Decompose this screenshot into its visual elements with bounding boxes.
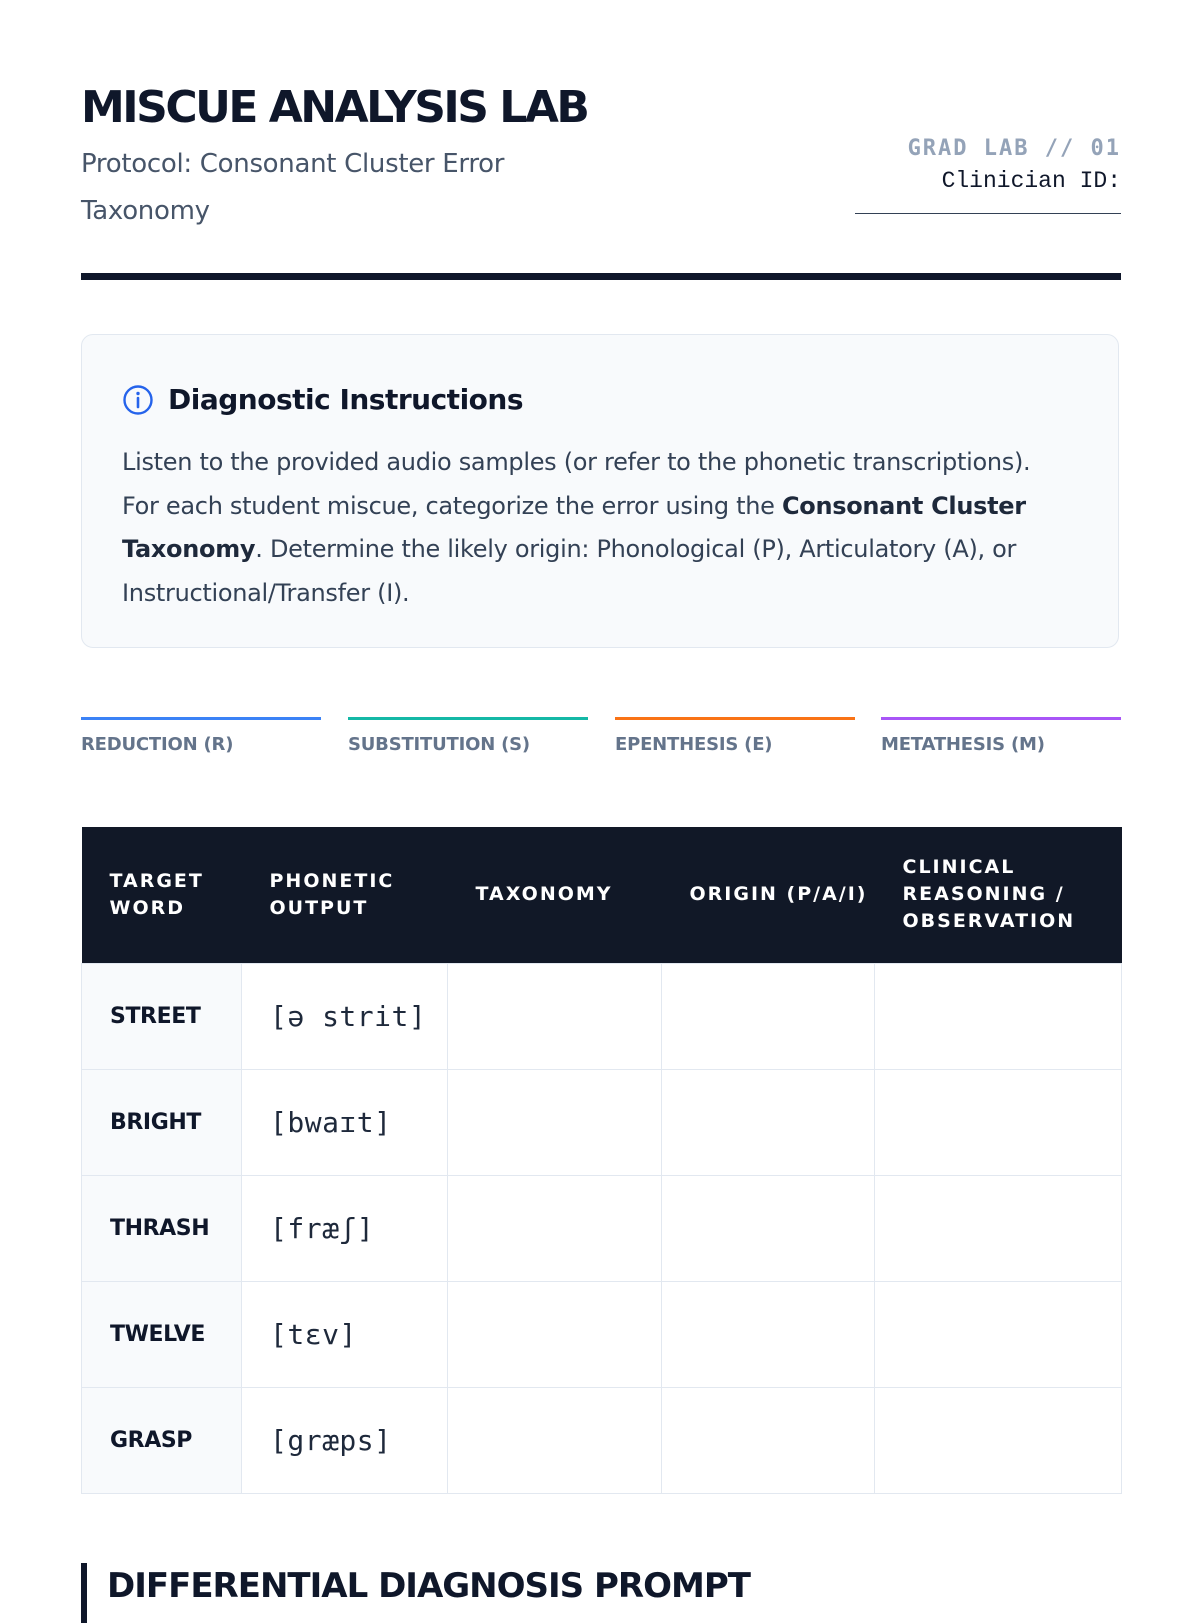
clinician-id-field[interactable] (855, 212, 1121, 214)
miscue-table (81, 827, 1122, 1494)
phonetic-output-cell: [tɛv] (242, 1281, 448, 1387)
legend-label: EPENTHESIS (E) (615, 734, 773, 755)
header-divider (81, 273, 1121, 280)
taxonomy-legend (81, 717, 1121, 767)
instructions-emphasis: Consonant Cluster Taxonomy (122, 491, 1026, 563)
phonetic-output-cell: [bwaɪt] (242, 1069, 448, 1175)
target-word-cell: THRASH (82, 1175, 242, 1281)
legend-label: REDUCTION (R) (81, 734, 234, 755)
page-header (81, 0, 1121, 282)
section-title: DIFFERENTIAL DIAGNOSIS PROMPT (107, 1566, 750, 1606)
origin-cell[interactable] (662, 1387, 875, 1493)
origin-cell[interactable] (662, 1281, 875, 1387)
phonetic-output-cell: [fræʃ] (242, 1175, 448, 1281)
legend-item-substitution (348, 717, 588, 755)
table-row (82, 963, 1122, 1069)
instructions-title: Diagnostic Instructions (168, 383, 524, 416)
legend-item-epenthesis (615, 717, 855, 755)
origin-cell[interactable] (662, 1175, 875, 1281)
page-title: MISCUE ANALYSIS LAB (81, 82, 588, 133)
lab-tag: GRAD LAB // 01 (907, 136, 1121, 161)
taxonomy-cell[interactable] (448, 1281, 662, 1387)
instructions-header (122, 383, 523, 416)
column-header-phonetic-output: PHONETIC OUTPUT (269, 869, 395, 919)
origin-cell[interactable] (662, 1069, 875, 1175)
clinical-reasoning-cell[interactable] (875, 1387, 1122, 1493)
legend-label: METATHESIS (M) (881, 734, 1045, 755)
column-header-target-word: TARGET WORD (109, 869, 204, 919)
table-row (82, 1069, 1122, 1175)
clinical-reasoning-cell[interactable] (875, 1175, 1122, 1281)
info-icon (122, 384, 154, 416)
phonetic-output-cell: [græps] (242, 1387, 448, 1493)
phonetic-output-cell: [ə strit] (242, 963, 448, 1069)
target-word-cell: GRASP (82, 1387, 242, 1493)
column-header-origin: ORIGIN (P/A/I) (689, 883, 868, 906)
origin-cell[interactable] (662, 963, 875, 1069)
taxonomy-cell[interactable] (448, 1069, 662, 1175)
miscue-table-wrapper (81, 827, 1121, 1494)
section-heading (81, 1563, 750, 1623)
taxonomy-cell[interactable] (448, 1175, 662, 1281)
taxonomy-cell[interactable] (448, 963, 662, 1069)
target-word-cell: TWELVE (82, 1281, 242, 1387)
legend-label: SUBSTITUTION (S) (348, 734, 530, 755)
instructions-text-part: Listen to the provided audio samples (or refer to the phonetic transcriptions). For each student miscue, categorize the error using the (122, 448, 1031, 520)
clinician-id-label: Clinician ID: (941, 168, 1121, 194)
instructions-text (122, 441, 1042, 615)
target-word-cell: STREET (82, 963, 242, 1069)
legend-item-reduction (81, 717, 321, 755)
page-subtitle: Protocol: Consonant Cluster Error Taxonomy (81, 149, 505, 226)
header-meta (855, 134, 1121, 214)
worksheet-page (81, 0, 1121, 1606)
clinical-reasoning-cell[interactable] (875, 963, 1122, 1069)
clinical-reasoning-cell[interactable] (875, 1281, 1122, 1387)
column-header-clinical-reasoning: CLINICAL REASONING / OBSERVATION (902, 856, 1076, 933)
target-word-cell: BRIGHT (82, 1069, 242, 1175)
column-header-taxonomy: TAXONOMY (475, 883, 613, 906)
legend-item-metathesis (881, 717, 1121, 755)
clinical-reasoning-cell[interactable] (875, 1069, 1122, 1175)
instructions-box (81, 334, 1119, 648)
table-row (82, 1281, 1122, 1387)
table-row (82, 1387, 1122, 1493)
table-row (82, 1175, 1122, 1281)
instructions-text-part: . Determine the likely origin: Phonological (P), Articulatory (A), or Instructional/Transfer (I). (122, 535, 1017, 607)
table-header-row (82, 827, 1122, 963)
taxonomy-cell[interactable] (448, 1387, 662, 1493)
